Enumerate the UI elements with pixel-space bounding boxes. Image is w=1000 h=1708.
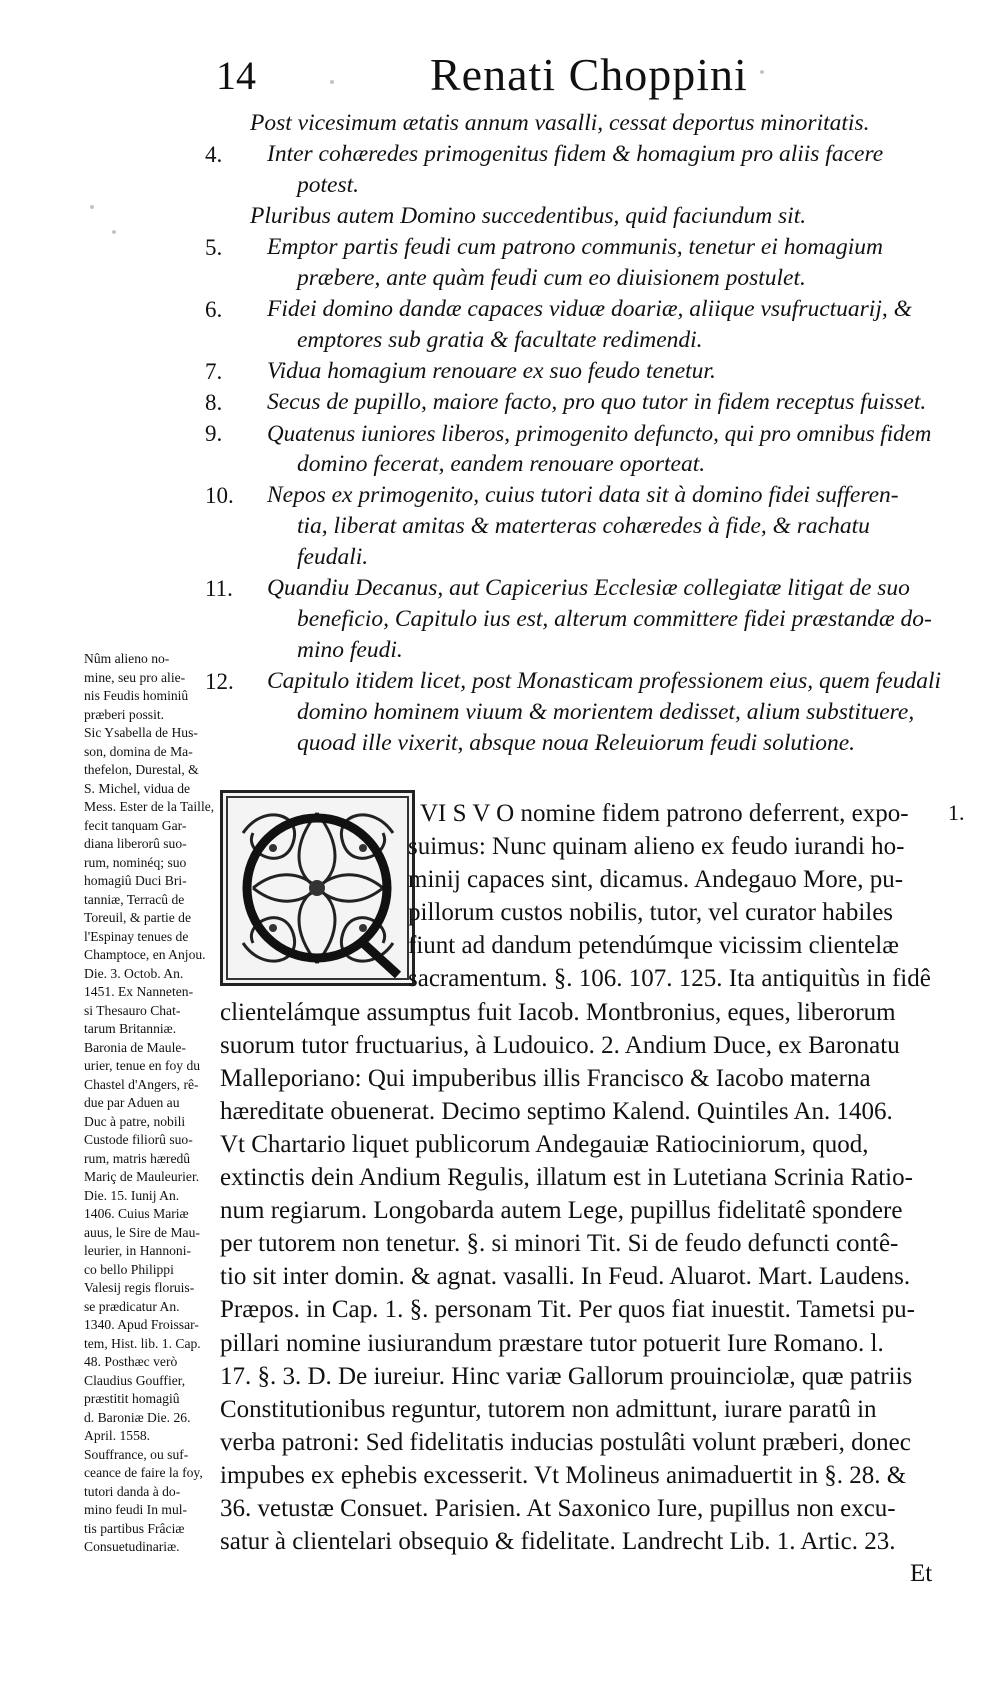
margin-note-line: Custode filiorû suo- xyxy=(84,1132,193,1147)
catchword: Et xyxy=(910,1560,933,1587)
summary-number: 9. xyxy=(205,421,223,446)
summary-line xyxy=(205,170,945,201)
ink-speck xyxy=(330,80,334,84)
margin-note-line: Die. 3. Octob. An. xyxy=(84,965,184,981)
summary-text: Capitulo itidem licet, post Monasticam professionem eius, quem feudali xyxy=(267,668,942,694)
summary-number: 6. xyxy=(205,297,223,322)
margin-note-line: homagiû Duci Bri- xyxy=(84,873,187,888)
summary-line xyxy=(205,325,945,356)
margin-note-line: rum, nominéq; suo xyxy=(84,854,187,870)
margin-note-line: Baronia de Maule- xyxy=(84,1039,186,1055)
ink-speck xyxy=(112,230,116,234)
marginal-paragraph-number: 1. xyxy=(948,800,965,825)
body-text-line: sacramentum. §. 106. 107. 125. Ita antiquitùs in fidê xyxy=(408,965,931,993)
summary-line xyxy=(205,356,945,387)
summary-line xyxy=(205,294,945,325)
chapter-summary xyxy=(205,108,945,759)
margin-note-line: Souffrance, ou suf- xyxy=(84,1446,189,1462)
summary-line xyxy=(205,232,945,263)
summary-line xyxy=(205,573,945,604)
summary-text: mino feudi. xyxy=(297,637,403,663)
body-text-line: per tutorem non tenetur. §. si minori Tit. Si de feudo defuncti contê- xyxy=(220,1230,899,1258)
summary-text: Post vicesimum ætatis annum vasalli, cessat deportus minoritatis. xyxy=(250,110,870,136)
summary-text: quoad ille vixerit, absque noua Releuiorum feudi solutione. xyxy=(297,730,856,756)
summary-line xyxy=(205,139,945,170)
margin-note-line: 1451. Ex Nanneten- xyxy=(84,984,194,999)
margin-note-line: Mariç de Mauleurier. xyxy=(84,1169,200,1184)
margin-note-line: Sic Ysabella de Hus- xyxy=(84,725,198,740)
margin-note-line: thefelon, Durestal, & xyxy=(84,762,199,777)
body-text-line: fiunt ad dandum petendúmque vicissim clientelæ xyxy=(408,932,899,960)
summary-text: Secus de pupillo, maiore facto, pro quo tutor in fidem receptus fuisset. xyxy=(267,389,927,415)
summary-text: Quatenus iuniores liberos, primogenito defuncto, qui pro omnibus fidem xyxy=(267,421,932,446)
body-text-line: Vt Chartario liquet publicorum Andegauiæ Ratiociniorum, quod, xyxy=(220,1130,869,1158)
body-text-line: Constitutionibus reguntur, tutorem non admittunt, iurare paratû in xyxy=(220,1395,877,1423)
margin-note-line: 1406. Cuius Mariæ xyxy=(84,1206,189,1221)
summary-line xyxy=(205,387,945,418)
summary-number: 5. xyxy=(205,235,223,260)
summary-text: tia, liberat amitas & materteras cohæredes à fide, & rachatu xyxy=(297,513,870,539)
summary-line xyxy=(205,449,945,480)
margin-note-line: urier, tenue en foy du xyxy=(84,1058,201,1073)
summary-text: Emptor partis feudi cum patrono communis, tenetur ei homagium xyxy=(267,234,883,260)
summary-line xyxy=(205,480,945,511)
summary-line xyxy=(205,728,945,759)
margin-note-line: Die. 15. Iunij An. xyxy=(84,1187,180,1203)
margin-note-line: Champtoce, en Anjou. xyxy=(84,947,206,962)
margin-note-line: tutori danda à do- xyxy=(84,1483,181,1499)
body-text-line: suimus: Nunc quinam alieno ex feudo iurandi ho- xyxy=(408,833,905,861)
body-text-line: extinctis dein Andium Regulis, illatum est in Lutetiana Scrinia Ratio- xyxy=(220,1164,913,1192)
margin-note-line: ceance de faire la foy, xyxy=(84,1465,203,1480)
margin-note-line: Nûm alieno no- xyxy=(84,651,170,666)
running-head: Renati Choppini xyxy=(430,49,748,100)
summary-number: 4. xyxy=(205,142,223,167)
body-text-line: pillari nomine iusiurandum præstare tutor potuerit Iure Romano. l. xyxy=(220,1329,884,1357)
body-text-line: Præpos. in Cap. 1. §. personam Tit. Per quos fiat inuestit. Tametsi pu- xyxy=(220,1296,916,1324)
margin-note-line: Mess. Ester de la Taille, xyxy=(84,799,215,814)
margin-note-line: si Thesauro Chat- xyxy=(84,1002,181,1018)
summary-line xyxy=(205,542,945,573)
summary-line xyxy=(205,511,945,542)
summary-text: feudali. xyxy=(297,544,369,570)
body-text-line: pillorum custos nobilis, tutor, vel curator habiles xyxy=(408,899,894,927)
summary-text: præbere, ante quàm feudi cum eo diuisionem postulet. xyxy=(297,265,806,291)
summary-line xyxy=(205,635,945,666)
margin-note-line: April. 1558. xyxy=(84,1428,151,1443)
body-text-line: 17. §. 3. D. De iureiur. Hinc variæ Gallorum prouinciolæ, quæ patriis xyxy=(220,1362,913,1390)
body-text-line: hæreditate obuenerat. Decimo septimo Kalend. Quintiles An. 1406. xyxy=(220,1097,893,1125)
body-text-line: 36. vetustæ Consuet. Parisien. At Saxonico Iure, pupillus non excu- xyxy=(220,1494,896,1522)
summary-text: Pluribus autem Domino succedentibus, quid faciundum sit. xyxy=(250,203,807,229)
margin-note-line: l'Espinay tenues de xyxy=(84,928,189,944)
margin-note-line: leurier, in Hannoni- xyxy=(84,1243,192,1258)
margin-note-line: diana liberorû suo- xyxy=(84,836,187,851)
margin-note-line: se prædicatur An. xyxy=(84,1298,180,1314)
margin-note-line: fecit tanquam Gar- xyxy=(84,817,187,833)
summary-number: 8. xyxy=(205,390,223,415)
summary-text: Nepos ex primogenito, cuius tutori data sit à domino fidei sufferen- xyxy=(267,482,899,508)
summary-text: Inter cohæredes primogenitus fidem & homagium pro aliis facere xyxy=(267,141,884,167)
summary-line xyxy=(205,418,945,449)
body-text-line: tio sit inter domin. & agnat. vasalli. In Feud. Aluarot. Mart. Laudens. xyxy=(220,1263,911,1291)
margin-note-line: tanniæ, Terracû de xyxy=(84,891,185,907)
margin-note-line: rum, matris hæredû xyxy=(84,1150,191,1166)
summary-text: Fidei domino dandæ capaces viduæ doariæ, aliique vsufructuarij, & xyxy=(267,296,912,322)
body-text-line: Malleporiano: Qui impuberibus illis Francisco & Iacobo materna xyxy=(220,1064,871,1092)
body-text-line: clientelámque assumptus fuit Iacob. Montbronius, eques, liberorum xyxy=(220,998,896,1026)
margin-note-line: 48. Posthæc verò xyxy=(84,1354,178,1369)
body-text-line: verba patroni: Sed fidelitatis inducias postulâti volunt præberi, donec xyxy=(220,1428,911,1456)
body-text-line: minij capaces sint, dicamus. Andegauo More, pu- xyxy=(408,866,904,894)
summary-text: domino fecerat, eandem renouare oporteat. xyxy=(297,451,706,477)
margin-note-line: d. Baroniæ Die. 26. xyxy=(84,1409,191,1425)
summary-number: 10. xyxy=(205,483,234,508)
body-text-line: num regiarum. Longobarda autem Lege, pupillus fidelitatê spondere xyxy=(220,1197,903,1225)
margin-note-line: nis Feudis hominiû xyxy=(84,688,189,703)
summary-number: 11. xyxy=(205,576,233,601)
margin-note-line: tem, Hist. lib. 1. Cap. xyxy=(84,1335,201,1351)
margin-note-line: Duc à patre, nobili xyxy=(84,1113,186,1129)
main-text-block xyxy=(220,797,950,1558)
summary-line xyxy=(205,201,945,232)
summary-text: domino hominem viuum & morientem dedisset, alium substituere, xyxy=(297,699,915,725)
margin-note-line: præberi possit. xyxy=(84,706,165,722)
summary-text: beneficio, Capitulo ius est, alterum committere fidei præstandæ do- xyxy=(297,606,932,632)
margin-note-line: præstitit homagiû xyxy=(84,1391,180,1406)
margin-note-line: Consuetudinariæ. xyxy=(84,1539,180,1554)
margin-note-line: S. Michel, vidua de xyxy=(84,780,191,796)
summary-line xyxy=(205,263,945,294)
margin-note-line: tarum Britanniæ. xyxy=(84,1021,177,1036)
summary-text: Vidua homagium renouare ex suo feudo tenetur. xyxy=(267,358,716,384)
ink-speck xyxy=(760,70,764,74)
summary-text: potest. xyxy=(297,172,360,198)
margin-note-line: co bello Philippi xyxy=(84,1261,174,1277)
body-text-line: VI S V O nomine fidem patrono deferrent, expo- xyxy=(420,800,909,827)
margin-note-line: mino feudi In mul- xyxy=(84,1502,188,1517)
summary-line xyxy=(205,697,945,728)
ink-speck xyxy=(90,205,94,209)
summary-line xyxy=(205,666,945,697)
summary-number: 12. xyxy=(205,669,234,694)
body-text-line: impubes ex ephebis excesserit. Vt Molineus animaduertit in §. 28. & xyxy=(220,1461,907,1489)
folio-number: 14 xyxy=(216,53,256,98)
margin-note-line: son, domina de Ma- xyxy=(84,743,193,759)
body-text-line: satur à clientelari obsequio & fidelitate. Landrecht Lib. 1. Artic. 23. xyxy=(220,1528,896,1556)
margin-note-line: Claudius Gouffier, xyxy=(84,1372,186,1388)
margin-note-line: auus, le Sire de Mau- xyxy=(84,1224,200,1240)
body-text-line: suorum tutor fructuarius, à Ludouico. 2. Andium Duce, ex Baronatu xyxy=(220,1031,900,1059)
margin-notes xyxy=(84,650,222,1557)
summary-line xyxy=(205,604,945,635)
margin-note-line: due par Aduen au xyxy=(84,1095,180,1110)
margin-note-line: mine, seu pro alie- xyxy=(84,669,186,685)
summary-text: emptores sub gratia & facultate redimendi. xyxy=(297,327,703,353)
margin-note-line: Valesij regis floruis- xyxy=(84,1280,195,1295)
summary-number: 7. xyxy=(205,359,223,384)
summary-text: Quandiu Decanus, aut Capicerius Ecclesiæ collegiatæ litigat de suo xyxy=(267,575,910,601)
margin-note-line: tis partibus Frâciæ xyxy=(84,1520,185,1536)
margin-note-line: 1340. Apud Froissar- xyxy=(84,1317,199,1332)
margin-note-line: Toreuil, & partie de xyxy=(84,910,192,925)
margin-note-line: Chastel d'Angers, rê- xyxy=(84,1076,199,1092)
summary-line xyxy=(205,108,945,139)
